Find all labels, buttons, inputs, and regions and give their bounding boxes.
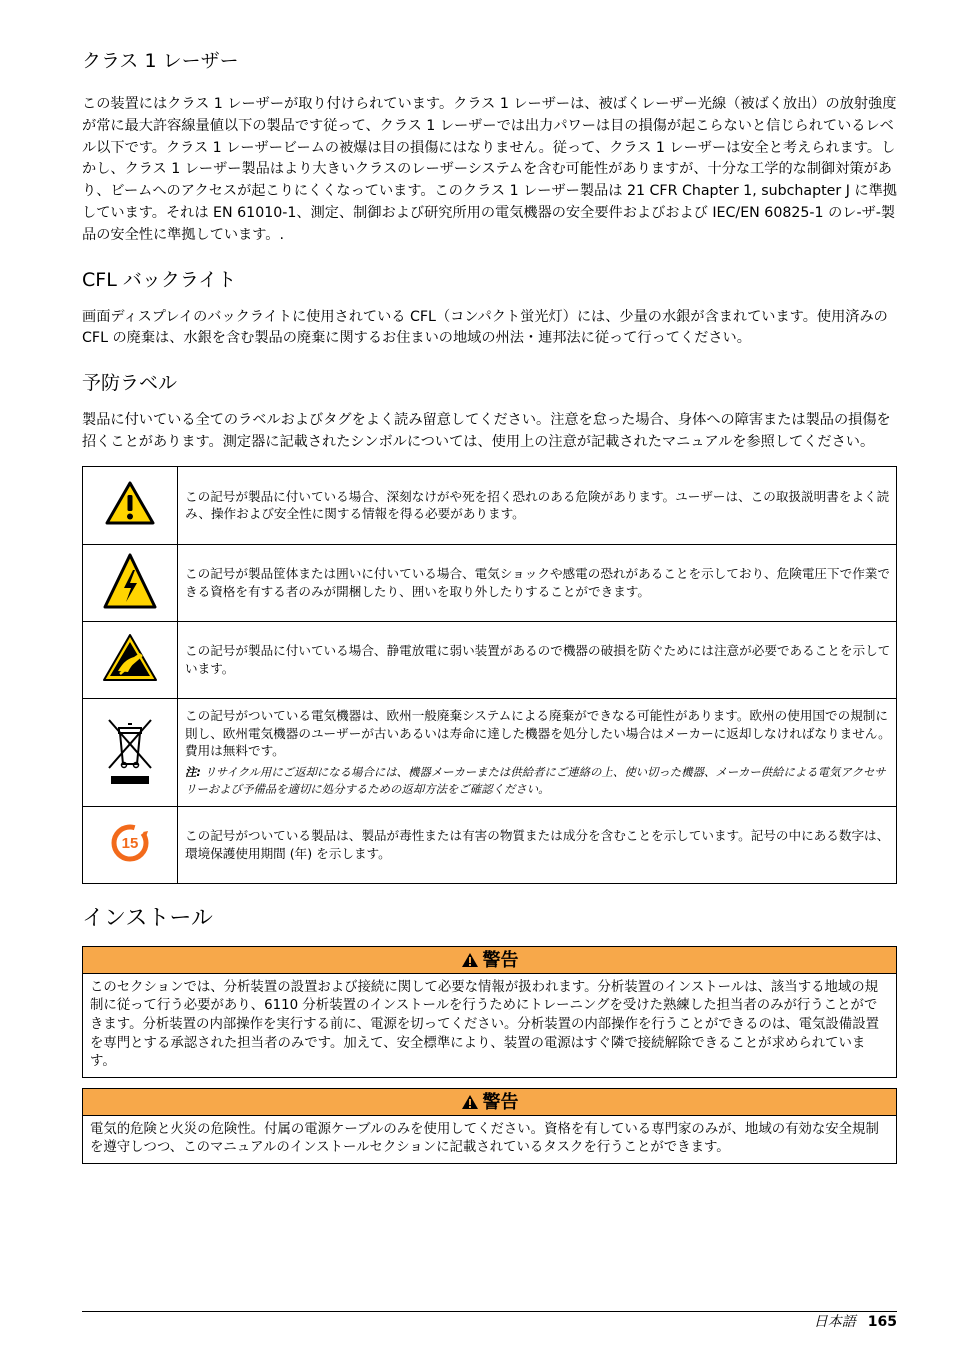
note-label: 注: bbox=[185, 764, 201, 779]
warning-triangle-icon bbox=[461, 1094, 479, 1110]
symbol-row bbox=[83, 621, 897, 698]
electric-shock-icon bbox=[102, 552, 158, 610]
cfl-section-body: 画面ディスプレイのバックライトに使用されている CFL（コンパクト蛍光灯）には、少量の水銀が含まれています。使用済みの CFL の廃棄は、水銀を含む製品の廃棄に関するお住まいの地域の州法・連邦法に従って行ってください。 bbox=[82, 308, 888, 347]
page-number: 165 bbox=[867, 1314, 897, 1330]
epup-15-icon bbox=[110, 823, 150, 863]
symbol-table bbox=[82, 466, 897, 884]
footer-language: 日本語 bbox=[813, 1314, 856, 1330]
symbol-row bbox=[83, 806, 897, 883]
labels-section-body: 製品に付いている全てのラベルおよびタグをよく読み留意してください。注意を怠った場合、身体への障害または製品の損傷を招くことがあります。測定器に記載されたシンボルについては、使用上の注意が記載されたマニュアルを参照してください。 bbox=[82, 412, 891, 450]
warning-body: このセクションでは、分析装置の設置および接続に関して必要な情報が扱われます。分析装置のインストールは、該当する地域の規制に従って行う必要があり、6110 分析装置のインストールを行うためにトレーニングを受けた熟練した担当者のみが行うことができます。分析装置の内部操作を実行する前に、電源を切ってください。分析装置の内部操作を行うことができるのは、電気設備設置を専門とする承認された担当者のみです。加えて、安全標準により、装置の電源はすぐ隣で接続解除できることが求められています。 bbox=[90, 979, 879, 1070]
warning-header bbox=[83, 1089, 896, 1116]
footer bbox=[814, 1313, 897, 1331]
weee-note bbox=[185, 764, 892, 798]
warning-header-label: 警告 bbox=[482, 949, 519, 971]
warning-body: 電気的危険と火災の危険性。付属の電源ケーブルのみを使用してください。資格を有している専門家のみが、地域の有効な安全規制を遵守しつつ、このマニュアルのインストールセクションに記載されているタスクを行うことができます。 bbox=[90, 1121, 879, 1156]
page-content bbox=[82, 40, 897, 1164]
warning-box bbox=[82, 1088, 897, 1164]
symbol-row bbox=[83, 544, 897, 621]
note-text: リサイクル用にご返却になる場合には、機器メーカーまたは供給者にご連絡の上、使い切った機器、メーカー供給による電気アクセサリーおよび予備品を適切に処分するための返却方法をご確認ください。 bbox=[185, 764, 886, 796]
laser-section-title: クラス 1 レーザー bbox=[82, 50, 239, 72]
laser-section-body: この装置にはクラス 1 レーザーが取り付けられています。クラス 1 レーザーは、被ばくレーザー光線（被ばく放出）の放射強度が常に最大許容線量値以下の製品です従って、クラス 1 レーザーでは出力パワーは目の損傷が起こらないと信じられているレベル以下です。クラス 1 レーザービームの被爆は目の損傷にはなりません。従って、クラス 1 レーザーは安全と考えられます。しかし、クラス 1 レーザー製品はより大きいクラスのレーザーシステムを含む可能性がありますが、十分な工学的な制御対策があり、ビームへのアクセスが起こりにくくなっています。このクラス 1 レーザー製品は 21 CFR Chapter 1, subchapter J に準拠しています。それは EN 61010-1、測定、制御および研究所用の電気機器の安全要件およびおよび IEC/EN 60825-1 のレ-ザ-製品の安全性に準拠しています。. bbox=[82, 96, 897, 243]
warning-box bbox=[82, 946, 897, 1078]
epup-number: 15 bbox=[121, 834, 139, 852]
cfl-section-title: CFL バックライト bbox=[82, 268, 237, 291]
footer-rule bbox=[82, 1311, 897, 1312]
symbol-description: この記号がついている製品は、製品が毒性または有害の物質または成分を含むことを示しています。記号の中にある数字は、環境保護使用期間 (年) を示します。 bbox=[178, 806, 897, 883]
warning-triangle-icon bbox=[461, 952, 479, 968]
symbol-description: この記号が製品に付いている場合、静電放電に弱い装置があるので機器の破損を防ぐためには注意が必要であることを示しています。 bbox=[178, 621, 897, 698]
labels-section-title: 予防ラベル bbox=[82, 372, 178, 395]
install-section-title: インストール bbox=[82, 905, 213, 931]
symbol-description: この記号が製品筐体または囲いに付いている場合、電気ショックや感電の恐れがあることを示しており、危険電圧下で作業できる資格を有する者のみが開梱したり、囲いを取り外したりすることができます。 bbox=[178, 544, 897, 621]
symbol-description: この記号が製品に付いている場合、深刻なけがや死を招く恐れのある危険があります。ユーザーは、この取扱説明書をよく読み、操作および安全性に関する情報を得る必要があります。 bbox=[178, 466, 897, 544]
warning-header-label: 警告 bbox=[482, 1091, 519, 1113]
general-warning-icon bbox=[104, 480, 156, 526]
esd-icon bbox=[102, 633, 158, 683]
symbol-row bbox=[83, 698, 897, 806]
weee-description: この記号がついている電気機器は、欧州一般廃棄システムによる廃棄ができなる可能性があります。欧州の使用国での規制に則し、欧州電気機器のユーザーが古いあるいは寿命に達した機器を処分したい場合はメーカーに返却しなければなりません。費用は無料です。 bbox=[185, 708, 891, 759]
warning-header bbox=[83, 947, 896, 974]
weee-bin-icon bbox=[105, 714, 155, 786]
symbol-description bbox=[178, 698, 897, 806]
symbol-row bbox=[83, 466, 897, 544]
